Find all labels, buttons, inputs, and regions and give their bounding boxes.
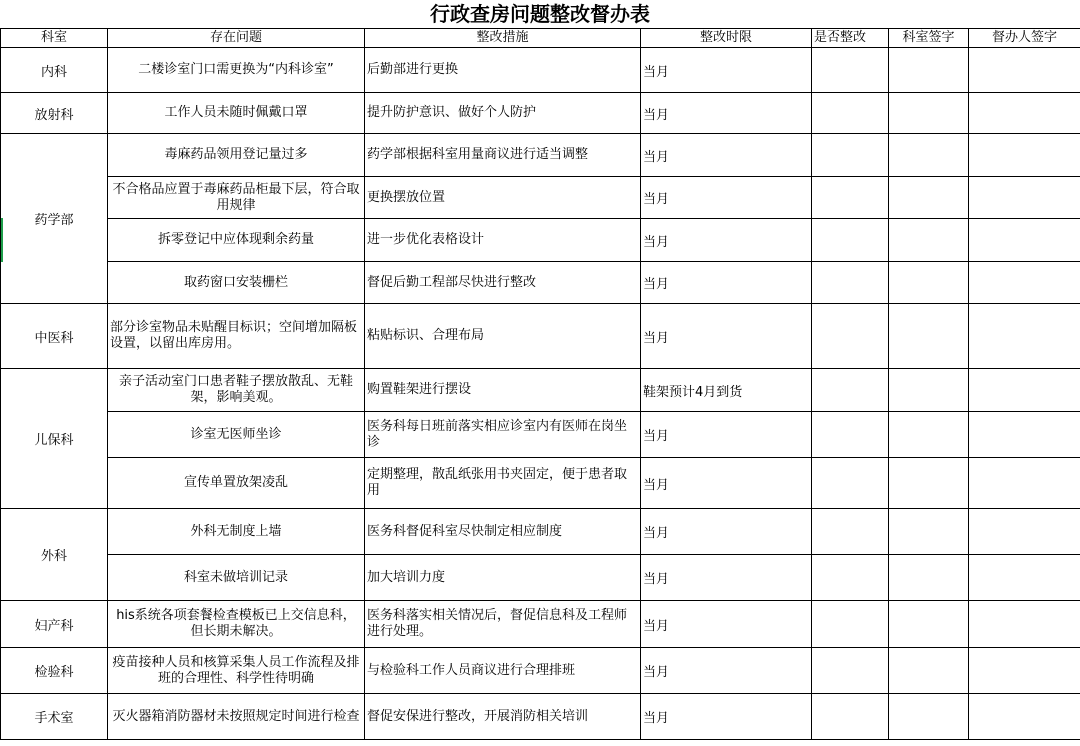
dept-sign-cell[interactable] (889, 412, 969, 458)
dept-sign-cell[interactable] (889, 219, 969, 262)
supervisor-sign-cell[interactable] (969, 694, 1080, 740)
supervisor-sign-cell[interactable] (969, 412, 1080, 458)
done-cell[interactable] (812, 601, 889, 648)
dept-sign-cell[interactable] (889, 48, 969, 93)
done-cell[interactable] (812, 93, 889, 134)
done-cell[interactable] (812, 694, 889, 740)
supervisor-sign-cell[interactable] (969, 369, 1080, 412)
done-cell[interactable] (812, 219, 889, 262)
problem-cell[interactable]: 宣传单置放架凌乱 (108, 458, 365, 509)
dept-sign-cell[interactable] (889, 93, 969, 134)
deadline-cell[interactable]: 当月 (641, 694, 812, 740)
dept-sign-cell[interactable] (889, 648, 969, 694)
dept-sign-cell[interactable] (889, 458, 969, 509)
deadline-cell[interactable]: 当月 (641, 93, 812, 134)
deadline-cell[interactable]: 当月 (641, 509, 812, 555)
deadline-cell[interactable]: 当月 (641, 412, 812, 458)
supervisor-sign-cell[interactable] (969, 304, 1080, 369)
dept-sign-cell[interactable] (889, 177, 969, 219)
supervisor-sign-cell[interactable] (969, 48, 1080, 93)
supervisor-sign-cell[interactable] (969, 555, 1080, 601)
dept-cell[interactable]: 中医科 (1, 304, 108, 369)
measure-cell[interactable]: 进一步优化表格设计 (365, 219, 641, 262)
measure-cell[interactable]: 粘贴标识、合理布局 (365, 304, 641, 369)
sheet-title: 行政查房问题整改督办表 (430, 2, 650, 26)
problem-cell[interactable]: 疫苗接种人员和核算采集人员工作流程及排班的合理性、科学性待明确 (108, 648, 365, 694)
dept-sign-cell[interactable] (889, 601, 969, 648)
table-row (1, 458, 1080, 509)
measure-cell[interactable]: 定期整理，散乱纸张用书夹固定，便于患者取用 (365, 458, 641, 509)
done-cell[interactable] (812, 458, 889, 509)
dept-sign-cell[interactable] (889, 369, 969, 412)
header-done[interactable]: 是否整改 (812, 29, 889, 48)
header-supervisor-sign[interactable]: 督办人签字 (969, 29, 1080, 48)
table-row (1, 134, 1080, 177)
dept-cell[interactable]: 内科 (1, 48, 108, 93)
dept-sign-cell[interactable] (889, 262, 969, 304)
header-dept[interactable]: 科室 (1, 29, 108, 48)
measure-cell[interactable]: 督促安保进行整改，开展消防相关培训 (365, 694, 641, 740)
deadline-cell[interactable]: 当月 (641, 601, 812, 648)
table-row (1, 509, 1080, 555)
deadline-cell[interactable]: 鞋架预计4月到货 (641, 369, 812, 412)
problem-cell[interactable]: 工作人员未随时佩戴口罩 (108, 93, 365, 134)
header-problem[interactable]: 存在问题 (108, 29, 365, 48)
header-dept-sign[interactable]: 科室签字 (889, 29, 969, 48)
header-measure[interactable]: 整改措施 (365, 29, 641, 48)
measure-cell[interactable]: 医务科每日班前落实相应诊室内有医师在岗坐诊 (365, 412, 641, 458)
measure-cell[interactable]: 加大培训力度 (365, 555, 641, 601)
done-cell[interactable] (812, 134, 889, 177)
supervisor-sign-cell[interactable] (969, 134, 1080, 177)
dept-sign-cell[interactable] (889, 694, 969, 740)
problem-cell[interactable]: 毒麻药品领用登记量过多 (108, 134, 365, 177)
dept-cell[interactable]: 检验科 (1, 648, 108, 694)
dept-cell[interactable]: 妇产科 (1, 601, 108, 648)
problem-cell[interactable]: 取药窗口安装栅栏 (108, 262, 365, 304)
deadline-cell[interactable]: 当月 (641, 48, 812, 93)
deadline-cell[interactable]: 当月 (641, 458, 812, 509)
problem-cell[interactable]: 不合格品应置于毒麻药品柜最下层，符合取用规律 (108, 177, 365, 219)
supervisor-sign-cell[interactable] (969, 93, 1080, 134)
header-deadline[interactable]: 整改时限 (641, 29, 812, 48)
problem-cell[interactable]: 诊室无医师坐诊 (108, 412, 365, 458)
measure-cell[interactable]: 后勤部进行更换 (365, 48, 641, 93)
supervisor-sign-cell[interactable] (969, 601, 1080, 648)
deadline-cell[interactable]: 当月 (641, 648, 812, 694)
problem-cell[interactable]: 灭火器箱消防器材未按照规定时间进行检查 (108, 694, 365, 740)
table-row (1, 262, 1080, 304)
table-row (1, 369, 1080, 412)
table-row (1, 555, 1080, 601)
done-cell[interactable] (812, 412, 889, 458)
problem-cell[interactable]: 亲子活动室门口患者鞋子摆放散乱、无鞋架，影响美观。 (108, 369, 365, 412)
deadline-cell[interactable]: 当月 (641, 219, 812, 262)
done-cell[interactable] (812, 369, 889, 412)
problem-cell[interactable]: his系统各项套餐检查模板已上交信息科，但长期未解决。 (108, 601, 365, 648)
measure-cell[interactable]: 医务科落实相关情况后，督促信息科及工程师进行处理。 (365, 601, 641, 648)
table-row (1, 694, 1080, 740)
rectification-table (0, 28, 1080, 740)
supervisor-sign-cell[interactable] (969, 262, 1080, 304)
done-cell[interactable] (812, 262, 889, 304)
problem-cell[interactable]: 科室未做培训记录 (108, 555, 365, 601)
measure-cell[interactable]: 督促后勤工程部尽快进行整改 (365, 262, 641, 304)
table-row (1, 48, 1080, 93)
dept-cell[interactable]: 儿保科 (1, 369, 108, 509)
table-row (1, 304, 1080, 369)
table-row (1, 177, 1080, 219)
deadline-cell[interactable]: 当月 (641, 134, 812, 177)
deadline-cell[interactable]: 当月 (641, 262, 812, 304)
done-cell[interactable] (812, 509, 889, 555)
measure-cell[interactable]: 购置鞋架进行摆设 (365, 369, 641, 412)
dept-sign-cell[interactable] (889, 555, 969, 601)
measure-cell[interactable]: 提升防护意识、做好个人防护 (365, 93, 641, 134)
deadline-cell[interactable]: 当月 (641, 555, 812, 601)
problem-cell[interactable]: 拆零登记中应体现剩余药量 (108, 219, 365, 262)
dept-cell[interactable]: 药学部 (1, 134, 108, 304)
done-cell[interactable] (812, 304, 889, 369)
measure-cell[interactable]: 与检验科工作人员商议进行合理排班 (365, 648, 641, 694)
dept-sign-cell[interactable] (889, 304, 969, 369)
deadline-cell[interactable]: 当月 (641, 304, 812, 369)
problem-cell[interactable]: 外科无制度上墙 (108, 509, 365, 555)
measure-cell[interactable]: 更换摆放位置 (365, 177, 641, 219)
done-cell[interactable] (812, 648, 889, 694)
dept-sign-cell[interactable] (889, 134, 969, 177)
supervisor-sign-cell[interactable] (969, 648, 1080, 694)
done-cell[interactable] (812, 555, 889, 601)
supervisor-sign-cell[interactable] (969, 177, 1080, 219)
table-row (1, 93, 1080, 134)
measure-cell[interactable]: 医务科督促科室尽快制定相应制度 (365, 509, 641, 555)
table-row (1, 601, 1080, 648)
measure-cell[interactable]: 药学部根据科室用量商议进行适当调整 (365, 134, 641, 177)
problem-cell[interactable]: 部分诊室物品未贴醒目标识；空间增加隔板设置，以留出库房用。 (108, 304, 365, 369)
dept-cell[interactable]: 手术室 (1, 694, 108, 740)
dept-sign-cell[interactable] (889, 509, 969, 555)
problem-cell[interactable]: 二楼诊室门口需更换为“内科诊室” (108, 48, 365, 93)
table-row (1, 219, 1080, 262)
dept-cell[interactable]: 外科 (1, 509, 108, 601)
supervisor-sign-cell[interactable] (969, 509, 1080, 555)
header-row (1, 29, 1080, 48)
done-cell[interactable] (812, 48, 889, 93)
supervisor-sign-cell[interactable] (969, 219, 1080, 262)
done-cell[interactable] (812, 177, 889, 219)
deadline-cell[interactable]: 当月 (641, 177, 812, 219)
table-row (1, 412, 1080, 458)
table-row (1, 648, 1080, 694)
supervisor-sign-cell[interactable] (969, 458, 1080, 509)
dept-cell[interactable]: 放射科 (1, 93, 108, 134)
